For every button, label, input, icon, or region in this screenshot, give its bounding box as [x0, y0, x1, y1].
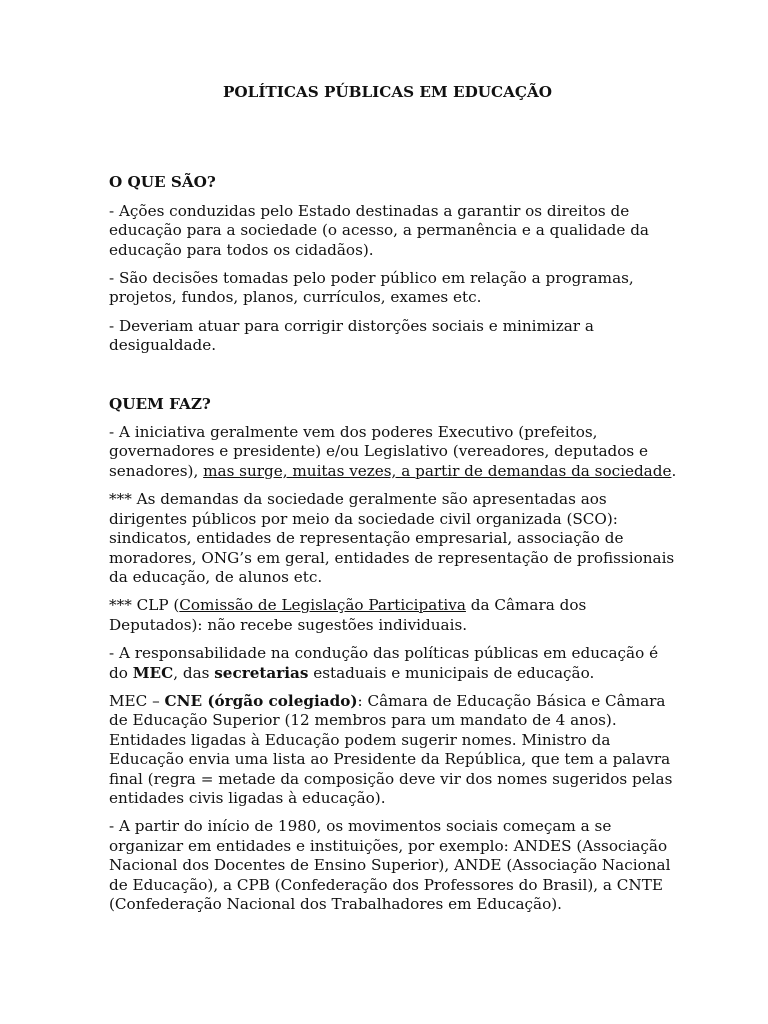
- text-span: , das: [173, 663, 215, 682]
- section-heading-o-que-sao: O QUE SÃO?: [109, 173, 216, 192]
- underlined-text: mas surge, muitas vezes, a partir de demandas da sociedade: [203, 461, 672, 480]
- paragraph-iniciativa: [109, 423, 678, 481]
- text-span: .: [671, 461, 677, 480]
- bold-text-secretarias: secretarias: [214, 663, 309, 682]
- paragraph-demandas: *** As demandas da sociedade geralmente são apresentadas aos dirigentes públicos por meio da sociedade civil organizada (SCO): sindicatos, entidades de representação empresarial, associação de moradores, ONG’s em geral, entidades de representação de profissionais da educação, de alunos etc.: [109, 490, 675, 586]
- document-title: POLÍTICAS PÚBLICAS EM EDUCAÇÃO: [222, 83, 552, 101]
- paragraph-cne: [109, 692, 678, 808]
- paragraph: - São decisões tomadas pelo poder público em relação a programas, projetos, fundos, planos, currículos, exames etc.: [109, 269, 634, 307]
- text-span: : Câmara de Educação Básica e Câmara de Educação Superior (12 membros para um mandato de 4 anos). Entidades ligadas à Educação podem sugerir nomes. Ministro da Educação envia uma lista ao Presidente da República, que tem a palavra final (regra = metade da composição deve vir dos nomes sugeridos pelas entidades civis ligadas à educação).: [109, 691, 673, 807]
- underlined-text: Comissão de Legislação Participativa: [179, 596, 466, 615]
- paragraph-responsabilidade: [109, 644, 678, 683]
- paragraph-movimentos: - A partir do início de 1980, os movimentos sociais começam a se organizar em entidades e instituições, por exemplo: ANDES (Associação Nacional dos Docentes de Ensino Superior), ANDE (Associação Nacional de Educação), a CPB (Confederação dos Professores do Brasil), a CNTE (Confederação Nacional dos Trabalhadores em Educação).: [109, 817, 671, 913]
- section-heading-quem-faz: QUEM FAZ?: [109, 394, 211, 413]
- paragraph-clp: [109, 596, 678, 635]
- text-span: estaduais e municipais de educação.: [308, 663, 595, 682]
- bold-text-cne: CNE (órgão colegiado): [164, 691, 358, 710]
- text-span: da Câmara dos Deputados): não recebe sugestões individuais.: [109, 596, 587, 634]
- section-spacer: [109, 365, 678, 395]
- text-span: - A responsabilidade na condução das políticas públicas em educação é do: [109, 644, 659, 682]
- paragraph: - Ações conduzidas pelo Estado destinadas a garantir os direitos de educação para a sociedade (o acesso, a permanência e a qualidade da educação para todos os cidadãos).: [109, 201, 649, 259]
- text-span: *** CLP (: [109, 596, 180, 615]
- text-span: - A iniciativa geralmente vem dos poderes Executivo (prefeitos, governadores e presidente) e/ou Legislativo (vereadores, deputados e senadores),: [109, 423, 648, 480]
- bold-text-mec: MEC: [132, 663, 174, 682]
- paragraph: - Deveriam atuar para corrigir distorções sociais e minimizar a desigualdade.: [109, 316, 594, 355]
- text-span: MEC –: [109, 691, 165, 710]
